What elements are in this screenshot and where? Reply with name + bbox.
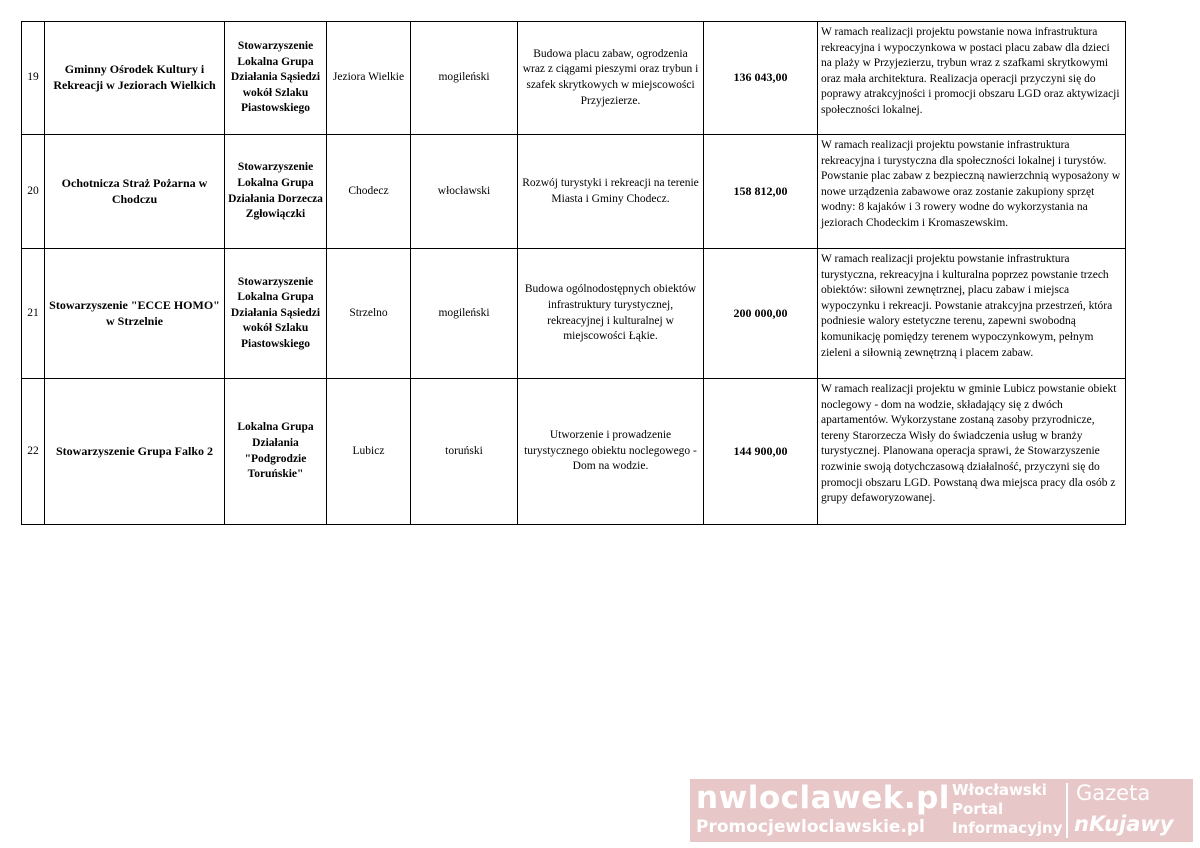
table-row — [22, 135, 1126, 249]
watermark-portal: Włocławski Portal Informacyjny — [952, 781, 1063, 837]
watermark-promo: Promocjewloclawskie.pl — [696, 817, 925, 837]
municipality-cell: Chodecz — [327, 135, 411, 249]
table-row — [22, 22, 1126, 135]
table-row — [22, 379, 1126, 525]
watermark-domain: nwloclawek.pl — [696, 780, 950, 816]
amount-cell: 144 900,00 — [704, 379, 818, 525]
watermark-banner — [690, 779, 1193, 842]
project-title-cell: Utworzenie i prowadzenie turystycznego obiektu noclegowego - Dom na wodzie. — [518, 379, 704, 525]
description-cell: W ramach realizacji projektu powstanie nowa infrastruktura rekreacyjna i wypoczynkowa w postaci placu zabaw dla dzieci na plaży w Przyjezierzu, trybun wraz z szafkami skrytkowymi oraz mała architektura. Realizacja operacji przyczyni się do poprawy atrakcyjności i promocji obszaru LGD oraz aktywizacji społeczności lokalnej. — [818, 22, 1126, 135]
watermark-divider — [1066, 783, 1068, 838]
project-title-cell: Rozwój turystyki i rekreacji na terenie Miasta i Gminy Chodecz. — [518, 135, 704, 249]
lgd-cell: Lokalna Grupa Działania "Podgrodzie Toruńskie" — [225, 379, 327, 525]
row-number: 20 — [22, 135, 45, 249]
municipality-cell: Strzelno — [327, 249, 411, 379]
description-cell: W ramach realizacji projektu powstanie infrastruktura turystyczna, rekreacyjna i kulturalna poprzez powstanie trzech obiektów: siłowni zewnętrznej, placu zabaw i miejsca wypoczynku i rekreacji. Powstanie atrakcyjna przestrzeń, która podniesie walory estetyczne terenu, zapewni swobodną komunikację pomiędzy terenem wypoczynkowym, pełnym zieleni a siłownią zewnętrzną i placem zabaw. — [818, 249, 1126, 379]
lgd-cell: Stowarzyszenie Lokalna Grupa Działania Dorzecza Zgłowiączki — [225, 135, 327, 249]
county-cell: włocławski — [411, 135, 518, 249]
amount-cell: 200 000,00 — [704, 249, 818, 379]
amount-cell: 136 043,00 — [704, 22, 818, 135]
watermark-gazeta: Gazeta — [1076, 781, 1151, 805]
lgd-cell: Stowarzyszenie Lokalna Grupa Działania Sąsiedzi wokół Szlaku Piastowskiego — [225, 249, 327, 379]
county-cell: mogileński — [411, 249, 518, 379]
lgd-cell: Stowarzyszenie Lokalna Grupa Działania Sąsiedzi wokół Szlaku Piastowskiego — [225, 22, 327, 135]
county-cell: toruński — [411, 379, 518, 525]
row-number: 21 — [22, 249, 45, 379]
municipality-cell: Jeziora Wielkie — [327, 22, 411, 135]
table-row — [22, 249, 1126, 379]
beneficiary-cell: Stowarzyszenie Grupa Falko 2 — [45, 379, 225, 525]
project-title-cell: Budowa ogólnodostępnych obiektów infrastruktury turystycznej, rekreacyjnej i kulturalnej w miejscowości Łąkie. — [518, 249, 704, 379]
description-cell: W ramach realizacji projektu w gminie Lubicz powstanie obiekt noclegowy - dom na wodzie, składający się z dwóch apartamentów. Wykorzystane zostaną zasoby przyrodnicze, tereny Starorzecza Wisły do świadczenia usług w branży turystycznej. Planowana operacja sprawi, że Stowarzyszenie rozwinie swoją dotychczasową działalność, przyczyni się do promocji obszaru LGD. Powstaną dwa miejsca pracy dla osób z grupy defaworyzowanej. — [818, 379, 1126, 525]
county-cell: mogileński — [411, 22, 518, 135]
beneficiary-cell: Gminny Ośrodek Kultury i Rekreacji w Jeziorach Wielkich — [45, 22, 225, 135]
project-title-cell: Budowa placu zabaw, ogrodzenia wraz z ciągami pieszymi oraz trybun i szafek skrytkowych w miejscowości Przyjezierze. — [518, 22, 704, 135]
row-number: 19 — [22, 22, 45, 135]
description-cell: W ramach realizacji projektu powstanie infrastruktura rekreacyjna i turystyczna dla społeczności lokalnej i turystów. Powstanie plac zabaw z bezpieczną nawierzchnią wyposażony w nowe urządzenia zabawowe oraz zostanie zakupiony sprzęt wodny: 8 kajaków i 3 rowery wodne do wykorzystania na jeziorach Chodeckim i Kromaszewskim. — [818, 135, 1126, 249]
watermark-nkujawy: nKujawy — [1074, 812, 1174, 836]
municipality-cell: Lubicz — [327, 379, 411, 525]
amount-cell: 158 812,00 — [704, 135, 818, 249]
beneficiary-cell: Ochotnicza Straż Pożarna w Chodczu — [45, 135, 225, 249]
grants-table — [21, 21, 1126, 525]
beneficiary-cell: Stowarzyszenie "ECCE HOMO" w Strzelnie — [45, 249, 225, 379]
row-number: 22 — [22, 379, 45, 525]
